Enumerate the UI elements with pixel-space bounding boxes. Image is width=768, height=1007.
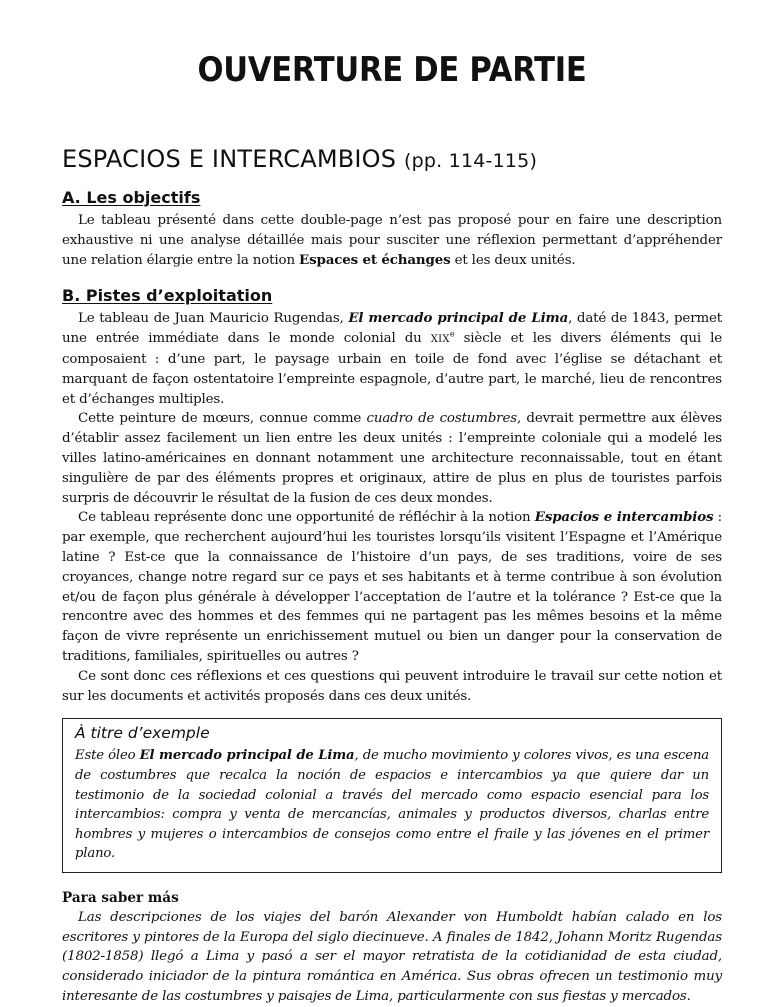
more-text: Las descripciones de los viajes del barón Alexander von Humboldt habían calado en los escritores y pintores de la Europa del siglo diecinueve. A finales de 1842, Johann Moritz Rugendas (1802-1858) llegó a Lima y pasó a ser el mayor retratista de la cotidianidad de esta ciudad, considerado iniciador de la pintura romántica en América. Sus obras ofrecen un testimonio muy interesante de las costumbres y paisajes de Lima, particularmente con sus fiestas y mercados. [62,909,722,1005]
section-pages: (pp. 114-115) [404,150,538,172]
example-painting-title: El mercado principal de Lima [139,748,355,764]
pistes-paragraph-4: Ce sont donc ces réflexions et ces questions qui peuvent introduire le travail sur cette notion et sur les documents et activités proposés dans ces deux unités. [62,668,722,704]
notion-bold: Espaces et échanges [299,251,451,268]
section-title [62,144,722,176]
century-numeral: XIX [430,334,450,346]
pistes-paragraph-3: Ce tableau représente donc une opportunité de réfléchir à la notion Espacios e intercambios : par exemple, que recherchent aujourd’hui les touristes lorsqu’ils visitent l’Espagne et l’Amérique latine ? Est-ce que la connaissance de l’histoire d’un pays, de ses traditions, voire de ses croyances, change notre regard sur ce pays et ses habitants et à terme contribue à son évolution et/ou de façon plus générale à développer l’acceptation de l’autre et la tolérance ? Est-ce que la rencontre avec des hommes et des femmes qui ne partagent pas les mêmes besoins et la même façon de vivre représente un enrichissement mutuel ou bien un danger pour la conservation de traditions, familiales, spirituelles ou autres ? [62,509,722,664]
pistes-paragraph-2: Cette peinture de mœurs, connue comme cuadro de costumbres, devrait permettre aux élèves d’établir assez facilement un lien entre les deux unités : l’empreinte coloniale qui a modelé les villes latino-américaines en donnant notamment une architecture reconnaissable, tout en étant singulière de par des éléments propres et originaux, attire de plus en plus de touristes parfois surpris de découvrir le résultat de la fusion de ces deux mondes. [62,411,722,506]
objectifs-heading: A. Les objectifs [62,188,201,207]
objectifs-paragraph: Le tableau présenté dans cette double-page n’est pas proposé pour en faire une description exhaustive ni une analyse détaillée mais pour susciter une réflexion permettant d’appréhender une relation élargie entre la notion Espaces et échanges et les deux unités. [62,213,722,268]
example-title: À titre d’exemple [75,724,210,743]
page-title: OUVERTURE DE PARTIE [197,50,587,90]
section-title-text: ESPACIOS E INTERCAMBIOS [62,145,397,173]
costumbres-term: cuadro de costumbres [366,411,517,427]
more-title: Para saber más [62,889,179,906]
example-text: Este óleo El mercado principal de Lima, de mucho movimiento y colores vivos, es una escena de costumbres que recalca la noción de espacios e intercambios ya que quiere dar un testimonio de la sociedad colonial a través del mercado como espacio esencial para los intercambios: compra y venta de mercancías, animales y productos diversos, charlas entre hombres y mujeres o intercambios de consejos como entre el fraile y las jóvenes en el primer plano. [75,748,709,862]
notion-title: Espacios e intercambios [534,509,714,526]
painting-title: El mercado principal de Lima [348,310,569,327]
pistes-paragraph-1: Le tableau de Juan Mauricio Rugendas, El mercado principal de Lima, daté de 1843, permet une entrée immédiate dans le monde colonial du XIXe siècle et les divers éléments qui le composaient : d’une part, le paysage urbain en toile de fond avec l’église se détachant et marquant de façon ostentatoire l’empreinte espagnole, d’autre part, le marché, lieu de rencontres et d’échanges multiples. [62,310,722,407]
pistes-heading: B. Pistes d’exploitation [62,286,273,306]
example-box [62,718,722,873]
